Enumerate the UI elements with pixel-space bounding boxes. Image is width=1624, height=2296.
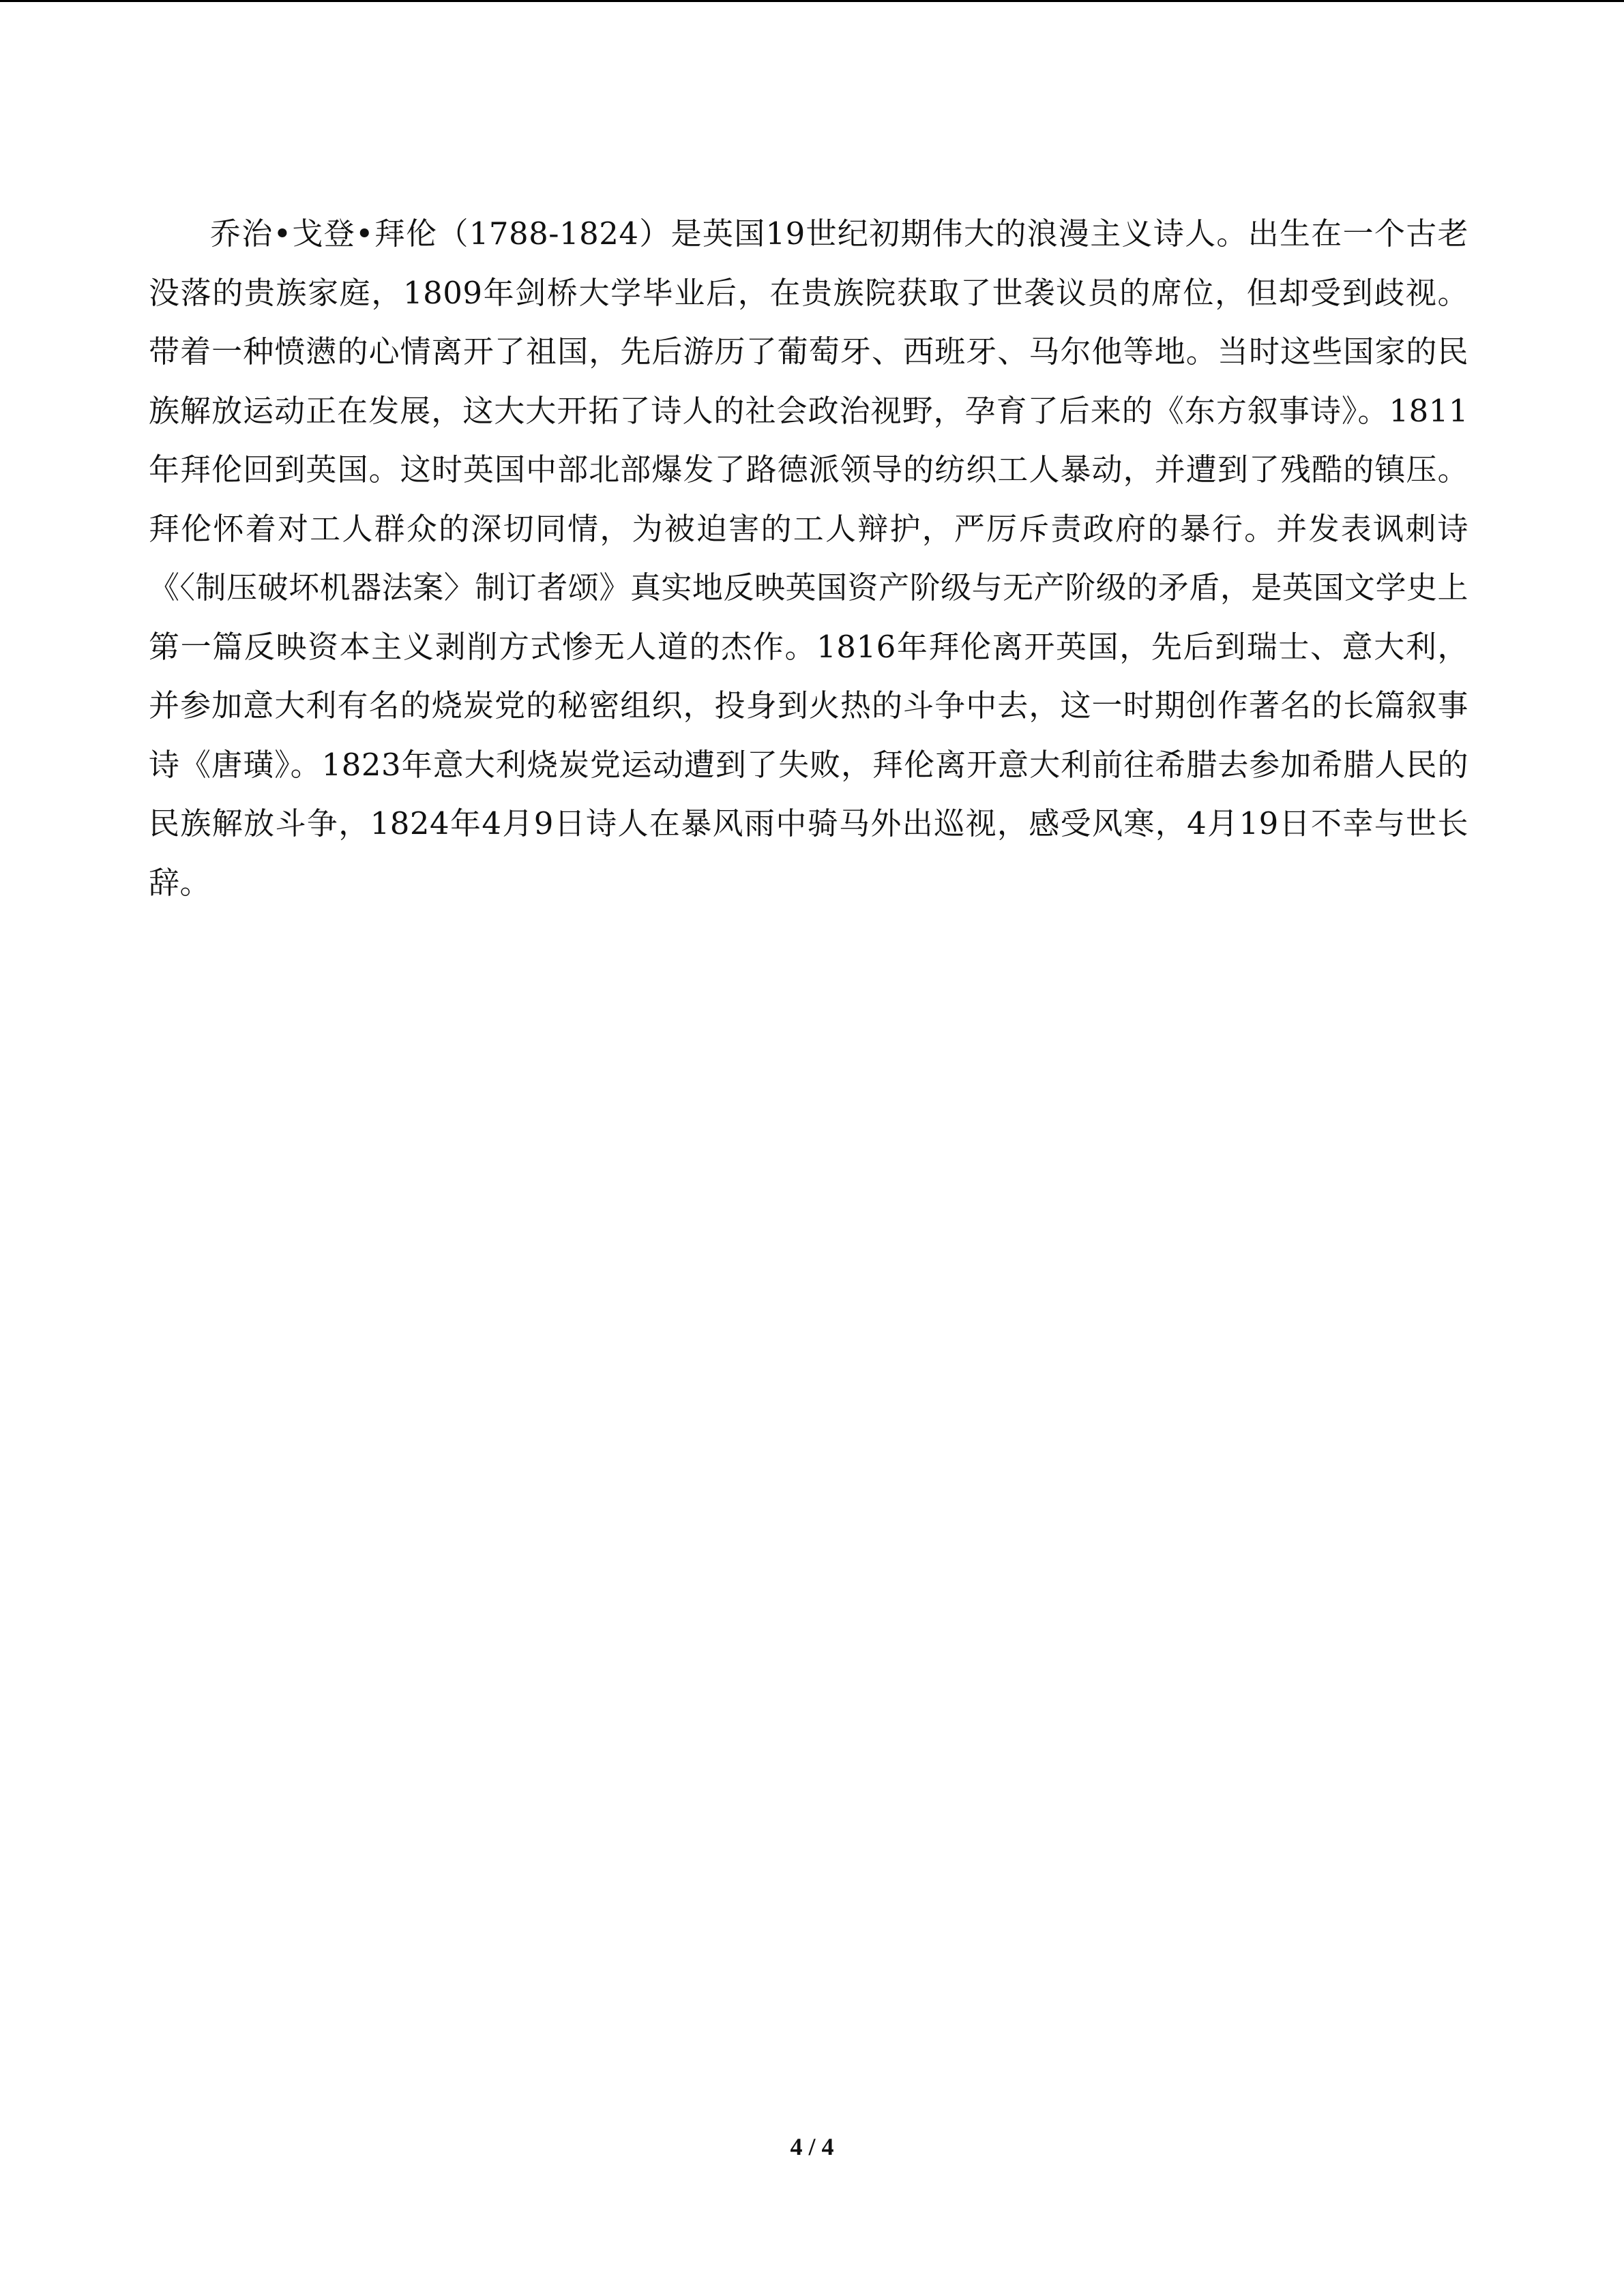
body-paragraph: 乔治•戈登•拜伦（1788-1824）是英国19世纪初期伟大的浪漫主义诗人。出生在一个古老没落的贵族家庭，1809年剑桥大学毕业后，在贵族院获取了世袭议员的席位，但却受到歧视。带着一种愤懑的心情离开了祖国，先后游历了葡萄牙、西班牙、马尔他等地。当时这些国家的民族解放运动正在发展，这大大开拓了诗人的社会政治视野，孕育了后来的《东方叙事诗》。1811年拜伦回到英国。这时英国中部北部爆发了路德派领导的纺织工人暴动，并遭到了残酷的镇压。拜伦怀着对工人群众的深切同情，为被迫害的工人辩护，严厉斥责政府的暴行。并发表讽刺诗《〈制压破坏机器法案〉制订者颂》真实地反映英国资产阶级与无产阶级的矛盾，是英国文学史上第一篇反映资本主义剥削方式惨无人道的杰作。1816年拜伦离开英国，先后到瑞士、意大利，并参加意大利有名的烧炭党的秘密组织，投身到火热的斗争中去，这一时期创作著名的长篇叙事诗《唐璜》。1823年意大利烧炭党运动遭到了失败，拜伦离开意大利前往希腊去参加希腊人民的民族解放斗争，1824年4月9日诗人在暴风雨中骑马外出巡视，感受风寒，4月19日不幸与世长辞。 xyxy=(149,215,1468,901)
page-number: 4 / 4 xyxy=(790,2133,834,2160)
